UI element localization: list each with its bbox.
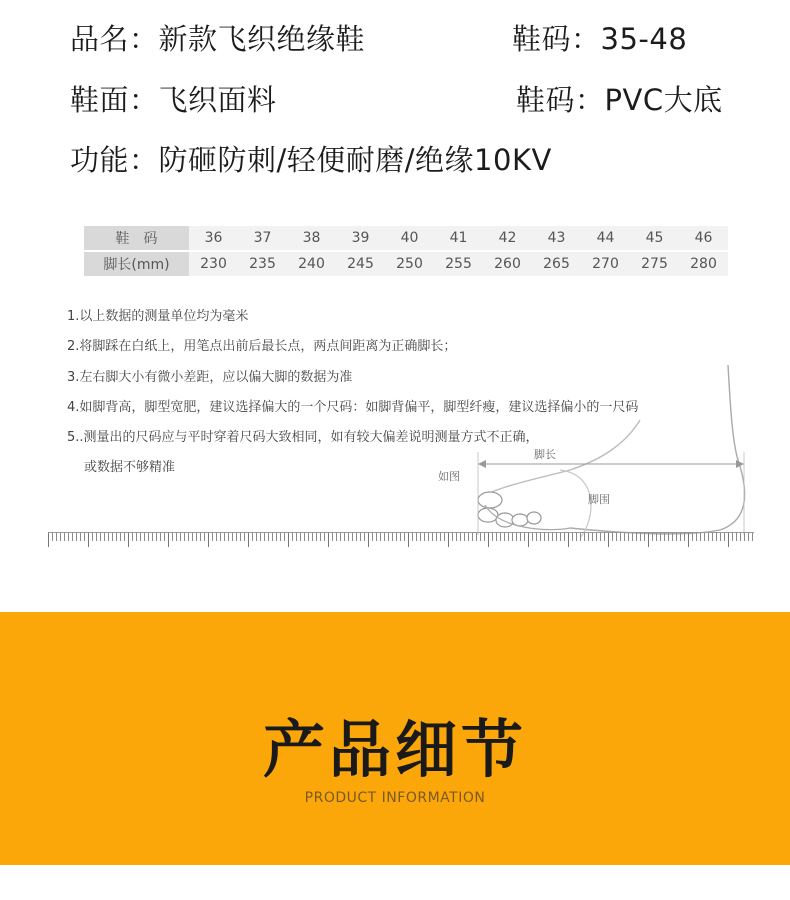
note-2: 2.将脚踩在白纸上，用笔点出前后最长点，两点间距离为正确脚长； bbox=[67, 339, 457, 354]
foot-measure-diagram bbox=[410, 360, 760, 545]
product-details-banner bbox=[0, 612, 790, 865]
note-5: 5..测量出的尺码应与平时穿着尺码大致相同，如有较大偏差说明测量方式不正确， bbox=[67, 430, 539, 445]
size-cell: 42 bbox=[483, 226, 532, 250]
note-5-cont: 或数据不够精准 bbox=[84, 460, 176, 475]
length-cell: 260 bbox=[483, 252, 532, 276]
length-row bbox=[84, 252, 728, 276]
spec-size-range: 鞋码：35-48 bbox=[512, 22, 688, 56]
length-row-header: 脚长(mm) bbox=[84, 252, 189, 276]
foot-length-label: 脚长 bbox=[534, 448, 556, 461]
size-cell: 40 bbox=[385, 226, 434, 250]
ruler-major-ticks bbox=[48, 533, 754, 547]
spec-sole: 鞋码：PVC大底 bbox=[516, 83, 723, 117]
size-cell: 44 bbox=[581, 226, 630, 250]
length-cell: 230 bbox=[189, 252, 238, 276]
size-cell: 38 bbox=[287, 226, 336, 250]
spec-function: 功能：防砸防刺/轻便耐磨/绝缘10KV bbox=[70, 143, 552, 177]
size-row bbox=[84, 226, 728, 250]
banner-subtitle: PRODUCT INFORMATION bbox=[304, 790, 486, 806]
length-cell: 250 bbox=[385, 252, 434, 276]
size-cell: 45 bbox=[630, 226, 679, 250]
length-cell: 265 bbox=[532, 252, 581, 276]
size-cell: 39 bbox=[336, 226, 385, 250]
length-cell: 275 bbox=[630, 252, 679, 276]
length-cell: 270 bbox=[581, 252, 630, 276]
size-row-header: 鞋 码 bbox=[84, 226, 189, 250]
ruler bbox=[48, 532, 754, 550]
spec-upper-material: 鞋面：飞织面料 bbox=[70, 83, 277, 117]
length-cell: 235 bbox=[238, 252, 287, 276]
length-cell: 245 bbox=[336, 252, 385, 276]
foot-girth-label: 脚围 bbox=[588, 493, 610, 506]
note-4: 4.如脚背高，脚型宽肥，建议选择偏大的一个尺码：如脚背偏平，脚型纤瘦，建议选择偏小的一尺码 bbox=[67, 400, 639, 415]
spec-product-name: 品名：新款飞织绝缘鞋 bbox=[70, 22, 366, 56]
note-1: 1.以上数据的测量单位均为毫米 bbox=[67, 309, 249, 324]
length-cell: 240 bbox=[287, 252, 336, 276]
note-3: 3.左右脚大小有微小差距，应以偏大脚的数据为准 bbox=[67, 370, 353, 385]
as-shown-label: 如图 bbox=[438, 470, 460, 483]
size-cell: 36 bbox=[189, 226, 238, 250]
size-cell: 46 bbox=[679, 226, 728, 250]
size-cell: 43 bbox=[532, 226, 581, 250]
banner-title: 产品细节 bbox=[262, 713, 527, 786]
size-chart-table bbox=[84, 224, 728, 278]
length-cell: 255 bbox=[434, 252, 483, 276]
size-cell: 41 bbox=[434, 226, 483, 250]
size-cell: 37 bbox=[238, 226, 287, 250]
length-cell: 280 bbox=[679, 252, 728, 276]
